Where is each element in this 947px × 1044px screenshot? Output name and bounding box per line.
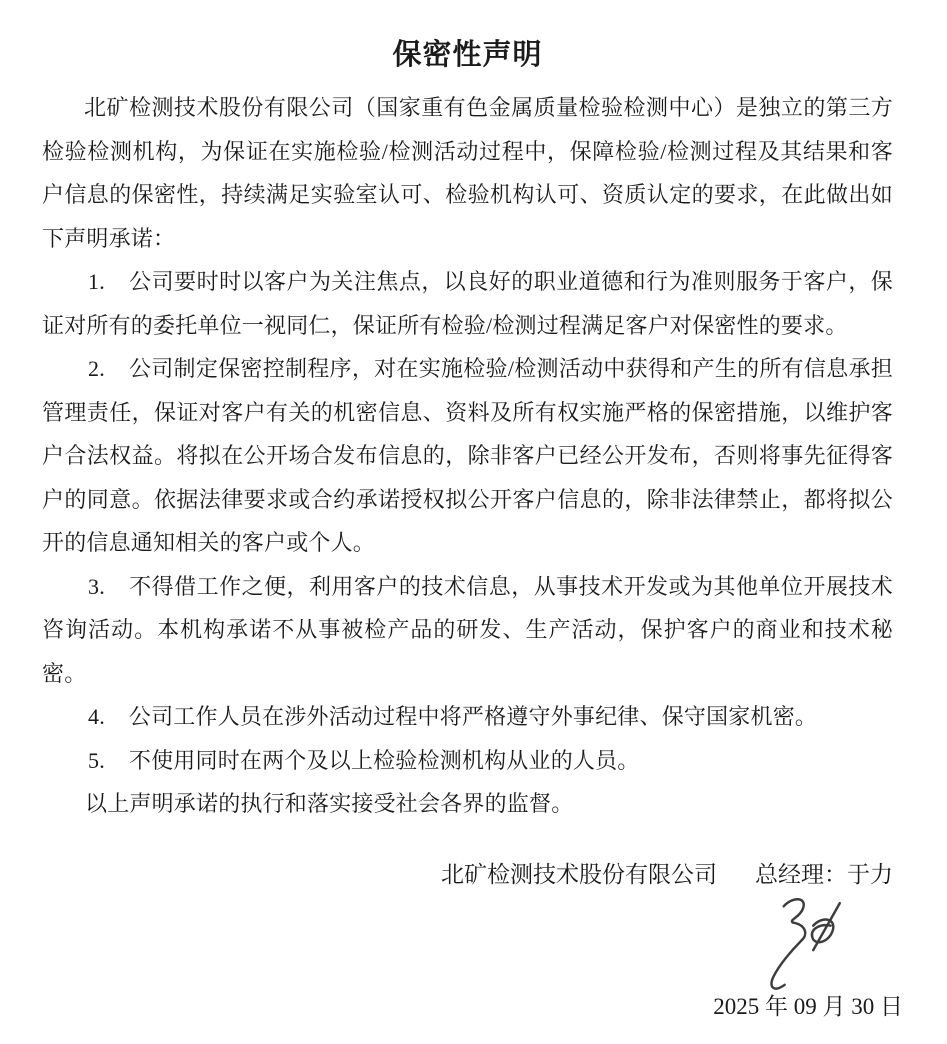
item-number: 2.	[88, 356, 105, 381]
handwritten-signature	[748, 892, 854, 994]
item-text: 不得借工作之便，利用客户的技术信息，从事技术开发或为其他单位开展技术咨询活动。本机构承诺不从事被检产品的研发、生产活动，保护客户的商业和技术秘密。	[42, 573, 893, 686]
item-number: 1.	[88, 269, 105, 294]
statement-item-4	[42, 695, 893, 739]
document-content	[42, 0, 893, 826]
signature-company-name: 北矿检测技术股份有限公司	[441, 862, 717, 887]
item-text: 公司要时时以客户为关注焦点，以良好的职业道德和行为准则服务于客户，保证对所有的委托单位一视同仁，保证所有检验/检测过程满足客户对保密性的要求。	[42, 269, 893, 338]
statement-item-2	[42, 347, 893, 565]
statement-item-1	[42, 260, 893, 347]
closing-paragraph: 以上声明承诺的执行和落实接受社会各界的监督。	[85, 791, 574, 816]
item-number: 3.	[88, 573, 105, 599]
item-number: 4.	[88, 704, 105, 729]
intro-paragraph: 北矿检测技术股份有限公司（国家重有色金属质量检验检测中心）是独立的第三方检验检测机构，为保证在实施检验/检测活动过程中，保障检验/检测过程及其结果和客户信息的保密性，持续满足实验室认可、检验机构认可、资质认定的要求，在此做出如下声明承诺：	[42, 95, 893, 251]
signer-title: 总经理：于力	[755, 862, 893, 887]
document-title: 保密性声明	[392, 39, 543, 71]
item-text: 公司工作人员在涉外活动过程中将严格遵守外事纪律、保守国家机密。	[128, 704, 818, 729]
statement-item-5	[42, 739, 893, 783]
signature-line	[441, 860, 893, 890]
item-text: 公司制定保密控制程序，对在实施检验/检测活动中获得和产生的所有信息承担管理责任，保证对客户有关的机密信息、资料及所有权实施严格的保密措施，以维护客户合法权益。将拟在公开场合发布信息的，除非客户已经公开发布，否则将事先征得客户的同意。依据法律要求或合约承诺授权拟公开客户信息的，除非法律禁止，都将拟公开的信息通知相关的客户或个人。	[42, 356, 893, 555]
item-text: 不使用同时在两个及以上检验检测机构从业的人员。	[128, 747, 640, 773]
signature-date: 2025 年 09 月 30 日	[713, 994, 903, 1019]
item-number: 5.	[88, 747, 105, 773]
statement-item-3	[42, 565, 893, 696]
